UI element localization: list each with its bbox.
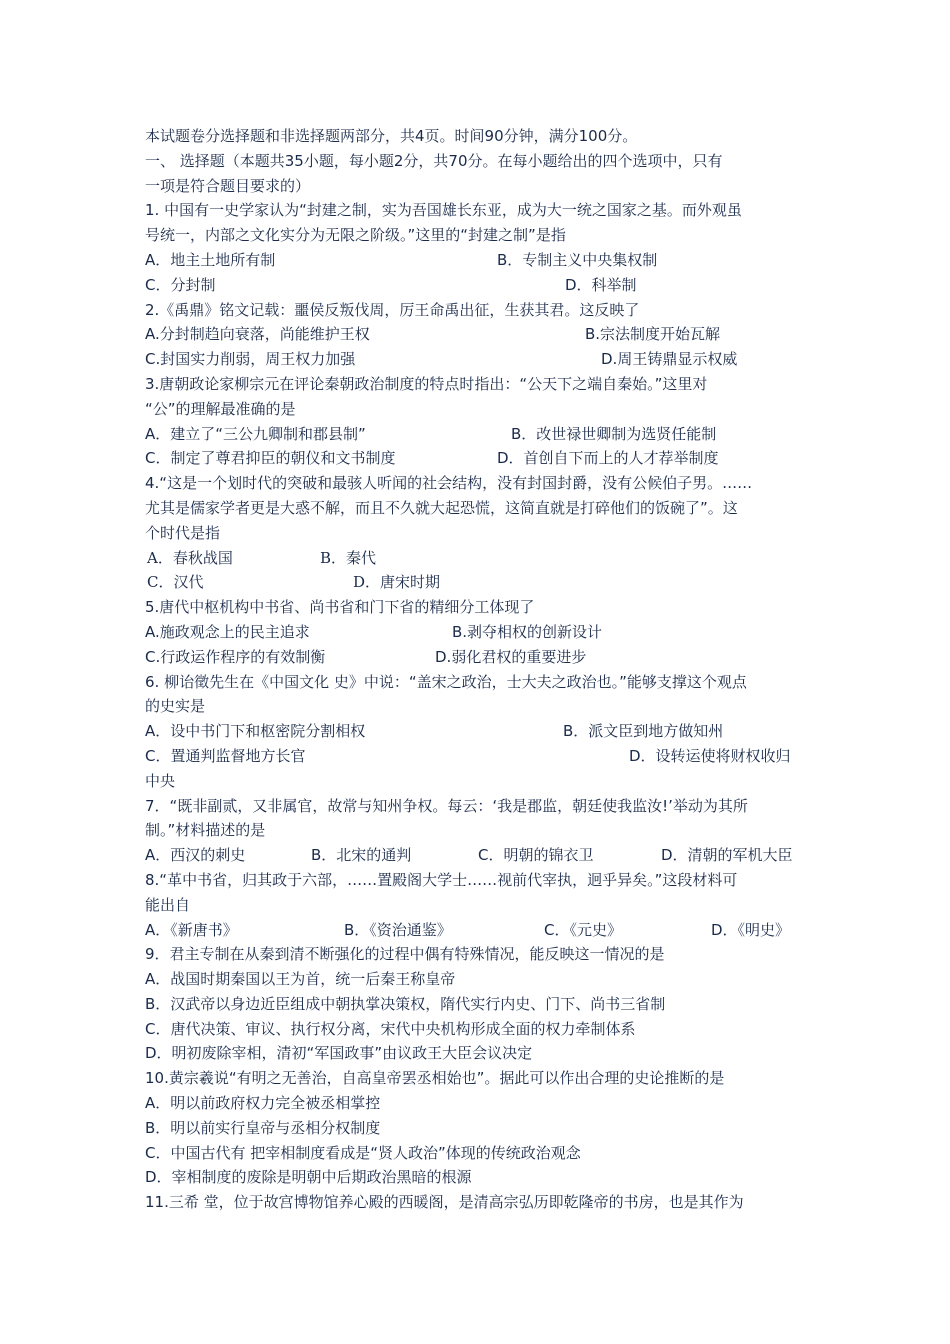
question-3-stem: 3.唐朝政论家柳宗元在评论秦朝政治制度的特点时指出：“公天下之端自秦始。”这里对 — [145, 374, 708, 393]
q7-option-b: B．北宋的通判 — [311, 846, 412, 865]
question-5-options-row2 — [145, 645, 810, 670]
q9-option-b: B．汉武帝以身边近臣组成中朝执掌决策权，隋代实行内史、门下、尚书三省制 — [145, 994, 666, 1013]
intro-text: 本试题卷分选择题和非选择题两部分，共4页。时间90分钟，满分100分。 — [145, 127, 638, 145]
question-4-stem-cont: 尤其是儒家学者更是大惑不解，而且不久就大起恐慌，这简直就是打碎他们的饭碗了”。这 — [145, 498, 738, 517]
q4-option-c: C．汉代 — [147, 573, 204, 592]
question-6-options-row2 — [145, 744, 810, 769]
q10-option-b: B．明以前实行皇帝与丞相分权制度 — [145, 1118, 381, 1137]
q5-option-c: C.行政运作程序的有效制衡 — [145, 647, 326, 666]
q7-option-c: C．明朝的锦衣卫 — [478, 846, 594, 865]
q3-option-c: C．制定了尊君抑臣的朝仪和文书制度 — [145, 449, 396, 468]
question-7-options — [145, 843, 810, 868]
q9-option-d: D．明初废除宰相，清初“军国政事”由议政王大臣会议决定 — [145, 1044, 533, 1063]
question-1-options-row2 — [145, 273, 810, 298]
q8-option-c: C．《元史》 — [544, 920, 622, 939]
q4-option-b: B．秦代 — [320, 548, 377, 567]
question-1-stem-cont: 号统一，内部之文化实分为无限之阶级。”这里的“封建之制”是指 — [145, 226, 566, 245]
question-9-stem: 9．君主专制在从秦到清不断强化的过程中偶有特殊情况，能反映这一情况的是 — [145, 945, 665, 964]
section-heading: 一、 选择题（本题共35小题，每小题2分，共70分。在每小题给出的四个选项中，只有 — [145, 151, 723, 170]
q6-option-d: D．设转运使将财权收归 — [629, 746, 791, 765]
q1-option-d: D．科举制 — [565, 275, 637, 294]
q6-option-d-cont: 中央 — [145, 771, 176, 790]
q2-option-c: C.封国实力削弱，周王权力加强 — [145, 350, 356, 369]
q2-option-a: A.分封制趋向衰落，尚能维护王权 — [145, 325, 370, 344]
question-6-stem-cont: 的史实是 — [145, 697, 206, 716]
question-3-stem-cont: “公”的理解最准确的是 — [145, 399, 296, 418]
question-4-options-row2 — [145, 570, 810, 595]
question-4-stem-cont2: 个时代是指 — [145, 523, 221, 542]
q6-option-a: A．设中书门下和枢密院分割相权 — [145, 722, 366, 741]
question-7-stem: 7．“既非副贰，又非属官，故常与知州争权。每云：‘我是郡监，朝廷使我监汝!’举动为其所 — [145, 796, 748, 815]
question-8-options — [145, 918, 810, 943]
q4-option-a: A．春秋战国 — [147, 548, 233, 567]
q10-option-d: D．宰相制度的废除是明朝中后期政治黑暗的根源 — [145, 1168, 472, 1187]
question-2-options-row2 — [145, 347, 810, 372]
question-2-stem: 2.《禹鼎》铭文记载：噩侯反叛伐周，厉王命禹出征，生获其君。这反映了 — [145, 300, 640, 319]
q7-option-a: A．西汉的刺史 — [145, 846, 246, 865]
q5-option-a: A.施政观念上的民主追求 — [145, 622, 310, 641]
q6-option-c: C．置通判监督地方长官 — [145, 746, 306, 765]
question-8-stem: 8.“革中书省，归其政于六部，……置殿阁大学士……视前代宰执，迥乎异矣。”这段材料可 — [145, 870, 738, 889]
q4-option-d: D．唐宋时期 — [353, 573, 441, 592]
question-3-options-row1 — [145, 422, 810, 447]
q2-option-d: D.周王铸鼎显示权威 — [601, 350, 738, 369]
question-8-stem-cont: 能出自 — [145, 895, 191, 914]
question-4-options-row1 — [145, 546, 810, 571]
q1-option-a: A．地主土地所有制 — [145, 250, 276, 269]
q5-option-d: D.弱化君权的重要进步 — [435, 647, 587, 666]
question-5-stem: 5.唐代中枢机构中书省、尚书省和门下省的精细分工体现了 — [145, 598, 535, 617]
section-heading-cont: 一项是符合题目要求的） — [145, 176, 311, 195]
question-3-options-row2 — [145, 446, 810, 471]
question-4-stem: 4.“这是一个划时代的突破和最骇人听闻的社会结构，没有封国封爵，没有公候伯子男。…… — [145, 474, 753, 493]
q2-option-b: B.宗法制度开始瓦解 — [585, 325, 721, 344]
q5-option-b: B.剥夺相权的创新设计 — [452, 622, 603, 641]
question-6-stem: 6. 柳诒徵先生在《中国文化 史》中说：“盖宋之政治，士大夫之政治也。”能够支撑这个观点 — [145, 672, 747, 691]
question-6-options-row1 — [145, 719, 810, 744]
q8-option-d: D．《明史》 — [711, 920, 791, 939]
question-1-stem: 1. 中国有一史学家认为“封建之制，实为吾国雄长东亚，成为大一统之国家之基。而外观虽 — [145, 201, 742, 220]
q10-option-a: A．明以前政府权力完全被丞相掌控 — [145, 1094, 381, 1113]
q3-option-d: D．首创自下而上的人才荐举制度 — [497, 449, 719, 468]
q7-option-d: D．清朝的军机大臣 — [661, 846, 793, 865]
question-2-options-row1 — [145, 322, 810, 347]
q9-option-c: C．唐代决策、审议、执行权分离，宋代中央机构形成全面的权力牵制体系 — [145, 1019, 636, 1038]
q8-option-a: A．《新唐书》 — [145, 920, 238, 939]
question-10-stem: 10.黄宗羲说“有明之无善治，自高皇帝罢丞相始也”。据此可以作出合理的史论推断的是 — [145, 1069, 725, 1088]
question-7-stem-cont: 制。”材料描述的是 — [145, 821, 266, 840]
exam-document — [145, 124, 810, 1215]
q9-option-a: A．战国时期秦国以王为首，统一后秦王称皇帝 — [145, 970, 456, 989]
question-11-stem: 11.三希 堂，位于故宫博物馆养心殿的西暖阁，是清高宗弘历即乾隆帝的书房，也是其作为 — [145, 1193, 744, 1212]
q8-option-b: B．《资治通鉴》 — [344, 920, 452, 939]
question-5-options-row1 — [145, 620, 810, 645]
q10-option-c: C．中国古代有 把宰相制度看成是“贤人政治”体现的传统政治观念 — [145, 1143, 581, 1162]
q3-option-a: A．建立了“三公九卿制和郡县制” — [145, 424, 366, 443]
q3-option-b: B．改世禄世卿制为选贤任能制 — [511, 424, 717, 443]
q1-option-b: B．专制主义中央集权制 — [497, 250, 658, 269]
q1-option-c: C．分封制 — [145, 275, 216, 294]
q6-option-b: B．派文臣到地方做知州 — [563, 722, 724, 741]
question-1-options-row1 — [145, 248, 810, 273]
